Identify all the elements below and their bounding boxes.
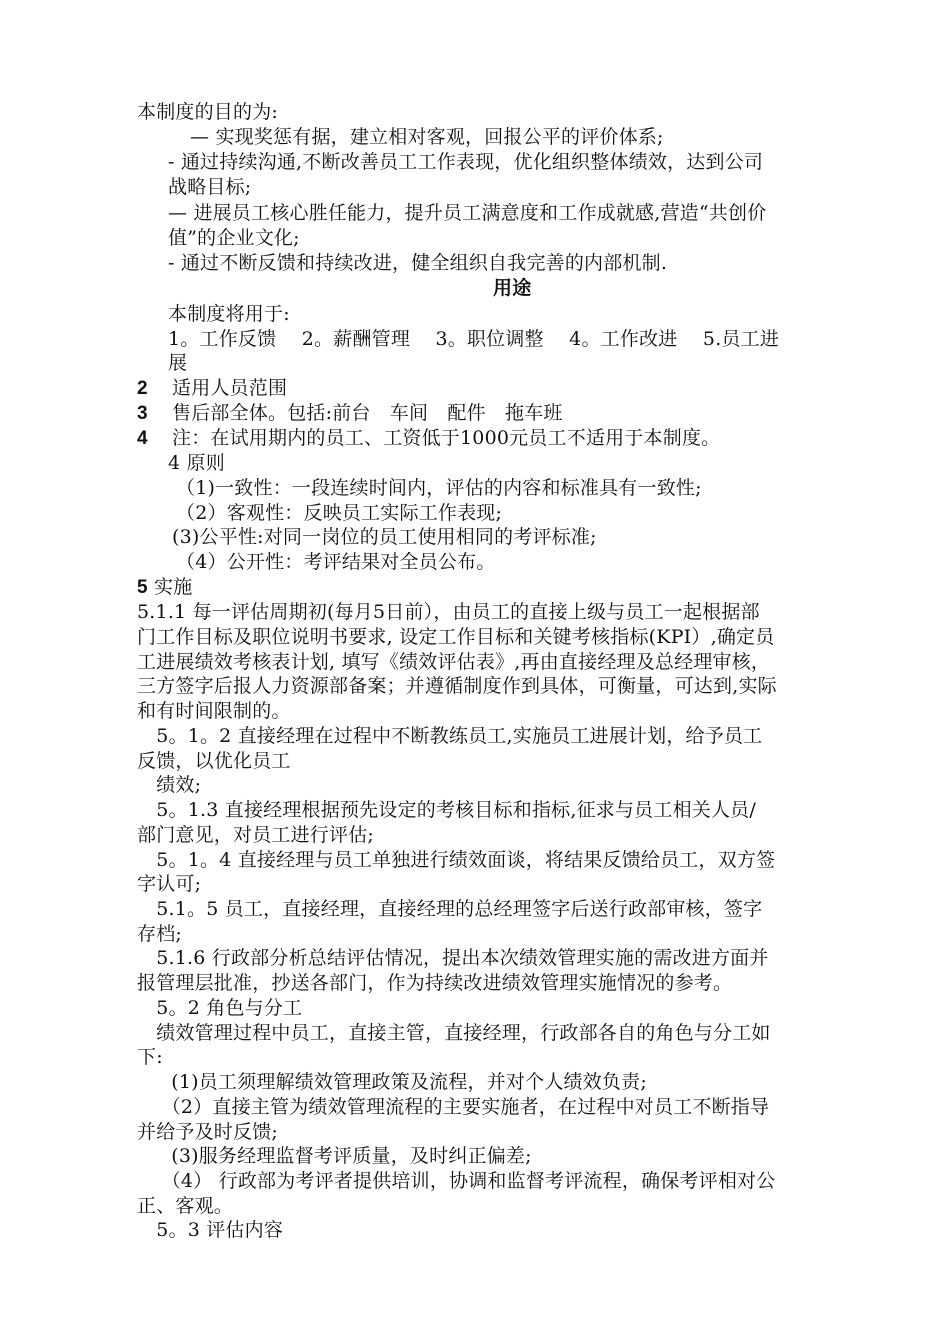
usage-list: 1。工作反馈 2。薪酬管理 3。职位调整 4。工作改进 5.员工进 bbox=[168, 328, 780, 350]
body-line: 部门意见，对员工进行评估; bbox=[137, 824, 375, 846]
purpose-item: - 通过持续沟通,不断改善员工工作表现，优化组织整体绩效，达到公司 bbox=[168, 151, 764, 173]
body-line: 5。1.3 直接经理根据预先设定的考核目标和指标,征求与员工相关人员/ bbox=[137, 799, 756, 821]
implementation-heading bbox=[137, 575, 192, 600]
body-line: 字认可; bbox=[137, 873, 202, 895]
purpose-item-continued: 值”的企业文化; bbox=[168, 227, 300, 249]
body-line: 5.1.6 行政部分析总结评估情况，提出本次绩效管理实施的需改进方面并 bbox=[137, 947, 769, 969]
body-line: 工进展绩效考核表计划, 填写《绩效评估表》,再由直接经理及总经理审核， bbox=[137, 651, 771, 673]
body-line: (3)服务经理监督考评质量，及时纠正偏差; bbox=[152, 1145, 532, 1167]
principle-item: (3)公平性:对同一岗位的员工使用相同的考评标准; bbox=[172, 526, 597, 548]
body-line: 并给予及时反馈; bbox=[137, 1121, 279, 1143]
item-number: 4 bbox=[137, 428, 148, 449]
body-line: 5。1。4 直接经理与员工单独进行绩效面谈，将结果反馈给员工，双方签 bbox=[137, 849, 776, 871]
body-line: 5.1。5 员工，直接经理，直接经理的总经理签字后送行政部审核，签字 bbox=[137, 898, 763, 920]
item-text: 售后部全体。包括:前台 车间 配件 拖车班 bbox=[172, 402, 563, 424]
usage-heading: 用途 bbox=[493, 278, 532, 299]
body-line: 三方签字后报人力资源部备案；并遵循制度作到具体，可衡量，可达到,实际 bbox=[137, 675, 777, 697]
numbered-item bbox=[137, 401, 563, 426]
usage-intro: 本制度将用于: bbox=[168, 303, 290, 325]
principle-item: （2）客观性：反映员工实际工作表现; bbox=[176, 502, 503, 524]
purpose-item: — 进展员工核心胜任能力，提升员工满意度和工作成就感,营造“共创价 bbox=[168, 202, 767, 224]
principles-heading: 4 原则 bbox=[168, 452, 225, 474]
body-line: 绩效管理过程中员工，直接主管，直接经理，行政部各自的角色与分工如 bbox=[137, 1022, 771, 1044]
purpose-item-continued: 战略目标; bbox=[168, 176, 252, 198]
section-number: 5 bbox=[137, 577, 148, 598]
purpose-intro: 本制度的目的为: bbox=[137, 101, 279, 123]
numbered-item bbox=[137, 426, 720, 451]
principle-item: （1)一致性：一段连续时间内，评估的内容和标准具有一致性; bbox=[176, 477, 702, 499]
numbered-item bbox=[137, 376, 287, 401]
body-line: 门工作目标及职位说明书要求, 设定工作目标和关键考核指标(KPI）,确定员 bbox=[137, 626, 775, 648]
item-number: 3 bbox=[137, 403, 148, 424]
body-line: 存档; bbox=[137, 923, 183, 945]
body-line: 反馈，以优化员工 bbox=[137, 750, 291, 772]
body-line: 5.1.1 每一评估周期初(每月5日前），由员工的直接上级与员工一起根据部 bbox=[137, 601, 760, 623]
body-line: 下: bbox=[137, 1046, 163, 1068]
section-title: 实施 bbox=[154, 576, 193, 598]
principle-item: （4）公开性：考评结果对全员公布。 bbox=[176, 551, 496, 573]
body-line: 正、客观。 bbox=[137, 1195, 234, 1217]
body-line: 报管理层批准，抄送各部门，作为持续改进绩效管理实施情况的参考。 bbox=[137, 972, 733, 994]
body-line: 和有时间限制的。 bbox=[137, 700, 291, 722]
item-number: 2 bbox=[137, 378, 148, 399]
purpose-item: — 实现奖惩有据，建立相对客观，回报公平的评价体系; bbox=[190, 126, 664, 148]
item-text: 适用人员范围 bbox=[172, 377, 288, 399]
item-text: 注：在试用期内的员工、工资低于1000元员工不适用于本制度。 bbox=[172, 427, 721, 449]
body-line: (1)员工须理解绩效管理政策及流程，并对个人绩效负责; bbox=[152, 1071, 647, 1093]
body-line: （4） 行政部为考评者提供培训，协调和监督考评流程，确保考评相对公 bbox=[152, 1170, 776, 1192]
subsection-heading: 5。2 角色与分工 bbox=[137, 997, 303, 1019]
body-line: 5。1。2 直接经理在过程中不断教练员工,实施员工进展计划，给予员工 bbox=[137, 725, 763, 747]
body-line: （2）直接主管为绩效管理流程的主要实施者，在过程中对员工不断指导 bbox=[152, 1096, 770, 1118]
usage-list-continued: 展 bbox=[168, 352, 188, 374]
subsection-heading: 5。3 评估内容 bbox=[137, 1219, 284, 1241]
body-line: 绩效; bbox=[137, 774, 202, 796]
purpose-item: - 通过不断反馈和持续改进，健全组织自我完善的内部机制. bbox=[168, 252, 668, 274]
